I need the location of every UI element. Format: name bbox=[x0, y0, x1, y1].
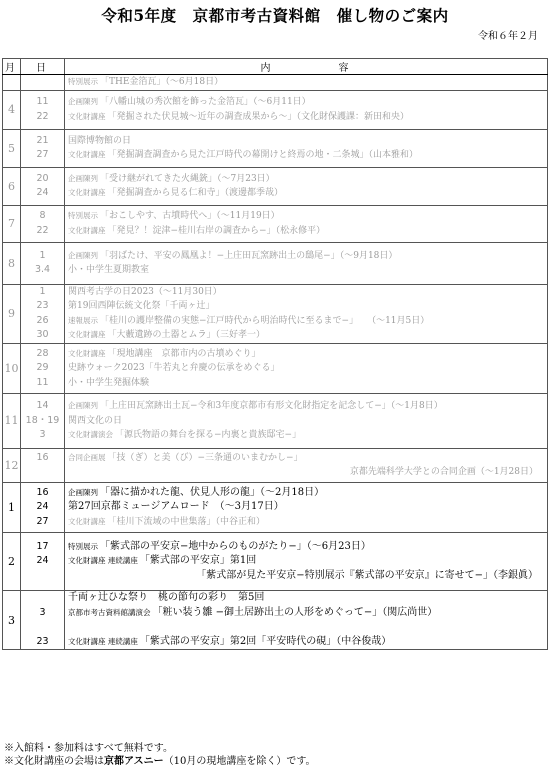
event-line bbox=[68, 209, 544, 224]
event-text: 「大藪遺跡の土器とムラ」（三好孝一） bbox=[107, 330, 266, 341]
table-row bbox=[3, 205, 548, 242]
day-cell bbox=[21, 205, 65, 242]
table-row bbox=[3, 532, 548, 590]
event-category: 文化財講座 bbox=[68, 188, 106, 198]
event-category: 文化財講演会 bbox=[68, 430, 113, 440]
event-day: 26 bbox=[36, 314, 49, 326]
event-text: 「紫式部の平安京−地中からのものがたり−」（～6月23日） bbox=[100, 540, 371, 552]
month-cell: 3 bbox=[3, 590, 21, 649]
event-text: 「紫式部の平安京」第2回「平安時代の硯」（中谷俊哉） bbox=[139, 635, 392, 647]
month-cell bbox=[3, 75, 21, 91]
month-cell: 1 bbox=[3, 482, 21, 532]
month-cell: 5 bbox=[3, 129, 21, 167]
event-text: 小・中学生発掘体験 bbox=[68, 377, 150, 388]
event-day: 22 bbox=[36, 224, 49, 236]
event-day: 17 bbox=[36, 540, 49, 552]
event-line bbox=[68, 224, 544, 239]
table-row bbox=[3, 343, 548, 393]
event-text: 「粧い装う雛 −御土居跡出土の人形をめぐって−」（関広尚世） bbox=[152, 606, 438, 618]
event-day bbox=[21, 75, 64, 90]
event-text: 「八幡山城の秀次館を飾った金箔瓦」（～6月11日） bbox=[100, 97, 311, 107]
event-line bbox=[68, 285, 544, 300]
content-header: 内 容 bbox=[65, 59, 548, 75]
event-text: 国際博物館の日 bbox=[68, 135, 132, 146]
event-category: 速報展示 bbox=[68, 315, 98, 325]
content-cell bbox=[65, 90, 548, 129]
content-cell bbox=[65, 448, 548, 482]
event-line bbox=[68, 620, 544, 635]
event-category: 企画陳列 bbox=[68, 97, 98, 106]
event-category: 企画陳列 bbox=[68, 250, 98, 260]
content-cell bbox=[65, 167, 548, 205]
event-day: 8 bbox=[39, 210, 46, 221]
event-line bbox=[68, 486, 544, 501]
event-line bbox=[68, 95, 544, 110]
table-row bbox=[3, 242, 548, 284]
event-text: 「桂川下流域の中世集落」（中谷正和） bbox=[107, 516, 266, 527]
event-category: 文化財講座 bbox=[68, 111, 106, 121]
table-row bbox=[3, 129, 548, 167]
event-day: 1 bbox=[39, 285, 46, 297]
event-category: 特別展示 bbox=[68, 77, 98, 86]
day-cell bbox=[21, 75, 65, 91]
day-cell bbox=[21, 129, 65, 167]
event-day: 27 bbox=[36, 149, 49, 161]
event-category: 企画陳列 bbox=[68, 487, 98, 497]
content-cell bbox=[65, 532, 548, 590]
event-line bbox=[68, 515, 544, 530]
day-cell bbox=[21, 284, 65, 343]
day-cell bbox=[21, 393, 65, 448]
event-text: 「発掘調査から見る仁和寺」（渡邊都季哉） bbox=[107, 188, 284, 199]
event-category: 文化財講座 bbox=[68, 330, 106, 340]
event-day: 29 bbox=[36, 362, 49, 374]
table-row bbox=[3, 482, 548, 532]
event-day: 1 bbox=[39, 249, 46, 261]
event-line bbox=[68, 172, 544, 187]
month-cell: 4 bbox=[3, 90, 21, 129]
event-category: 特別展示 bbox=[68, 211, 98, 220]
event-day: 16 bbox=[36, 486, 49, 498]
event-day: 18・19 bbox=[25, 414, 60, 426]
event-line bbox=[68, 569, 544, 584]
event-line bbox=[68, 134, 544, 149]
content-cell bbox=[65, 75, 548, 91]
day-header: 日 bbox=[21, 59, 65, 75]
event-text: 「発掘調査調査から見た江戸時代の幕開けと終焉の地・二条城」（山本雅和） bbox=[107, 150, 419, 161]
day-cell bbox=[21, 242, 65, 284]
event-category: 特別展示 bbox=[68, 541, 98, 551]
event-line bbox=[68, 500, 544, 515]
event-day: 3 bbox=[39, 429, 46, 441]
event-text: 小・中学生夏期教室 bbox=[68, 265, 150, 276]
day-cell bbox=[21, 532, 65, 590]
event-category: 京都市考古資料館講演会 bbox=[68, 607, 151, 617]
event-line bbox=[68, 299, 544, 314]
day-cell bbox=[21, 590, 65, 649]
event-category: 企画陳列 bbox=[68, 401, 98, 411]
footnote-venue-before: ※文化財講座の会場は bbox=[4, 756, 104, 767]
event-day: 30 bbox=[36, 329, 49, 341]
content-cell bbox=[65, 343, 548, 393]
event-line bbox=[68, 465, 544, 480]
content-cell bbox=[65, 242, 548, 284]
event-category: 文化財講座 bbox=[68, 516, 106, 526]
content-cell bbox=[65, 129, 548, 167]
table-header bbox=[3, 59, 548, 75]
event-text: 「THE金箔瓦」（～6月18日） bbox=[100, 77, 224, 87]
page-title: 令和5年度 京都市考古資料館 催し物のご案内 bbox=[101, 6, 449, 25]
event-line bbox=[68, 263, 544, 278]
event-line bbox=[68, 540, 544, 555]
content-cell bbox=[65, 393, 548, 448]
event-text: 史跡ウォーク2023「牛若丸と弁慶の伝承をめぐる」 bbox=[68, 363, 280, 374]
month-cell: 12 bbox=[3, 448, 21, 482]
event-line bbox=[68, 328, 544, 343]
event-text: 「上庄田瓦窯跡出土瓦−令和3年度京都市有形文化財指定を記念して−」（～1月8日） bbox=[100, 401, 443, 412]
event-day: 16 bbox=[36, 451, 49, 463]
event-day bbox=[21, 620, 64, 635]
event-category: 合同企画展 bbox=[68, 452, 106, 462]
event-line bbox=[68, 186, 544, 201]
event-text: 関西考古学の日2023（～11月30日） bbox=[68, 286, 222, 297]
event-text: 「技（ぎ）と美（び）−三条通のいまむかし−」 bbox=[107, 452, 303, 463]
day-cell bbox=[21, 343, 65, 393]
month-cell: 7 bbox=[3, 205, 21, 242]
event-day: 11 bbox=[36, 376, 49, 388]
event-day bbox=[21, 465, 64, 480]
month-cell: 11 bbox=[3, 393, 21, 448]
month-header: 月 bbox=[3, 59, 21, 75]
event-day: 20 bbox=[36, 172, 49, 184]
event-day: 14 bbox=[36, 400, 49, 412]
event-line bbox=[68, 635, 544, 650]
event-day bbox=[21, 569, 64, 584]
event-line bbox=[68, 347, 544, 362]
month-cell: 10 bbox=[3, 343, 21, 393]
month-cell: 8 bbox=[3, 242, 21, 284]
table-row bbox=[3, 590, 548, 649]
content-cell bbox=[65, 590, 548, 649]
event-line bbox=[68, 376, 544, 391]
event-text: 「受け継がれてきた火縄銃」（～7月23日） bbox=[100, 173, 275, 184]
event-day: 11 bbox=[36, 96, 49, 107]
footnote-venue bbox=[4, 752, 316, 767]
event-day: 23 bbox=[36, 300, 49, 312]
event-text: 第27回京都ミュージアムロード （～3月17日） bbox=[68, 501, 284, 513]
event-text: 千両ヶ辻ひな祭り 桃の節句の彩り 第5回 bbox=[68, 591, 265, 603]
table-row bbox=[3, 75, 548, 91]
event-text: 第19回西陣伝統文化祭「千両ヶ辻」 bbox=[68, 301, 215, 312]
event-day: 24 bbox=[36, 555, 49, 567]
event-category: 企画陳列 bbox=[68, 173, 98, 183]
event-day: 28 bbox=[36, 347, 49, 359]
event-day bbox=[21, 591, 64, 606]
month-cell: 6 bbox=[3, 167, 21, 205]
month-cell: 9 bbox=[3, 284, 21, 343]
event-category: 文化財講座 連続講座 bbox=[68, 636, 138, 646]
day-cell bbox=[21, 167, 65, 205]
issue-date: 令和６年２月 bbox=[478, 31, 538, 42]
table-row bbox=[3, 90, 548, 129]
event-text: 「紫式部が見た平安京−特別展示『紫式部の平安京』に寄せて−」（李銀眞） bbox=[196, 569, 538, 581]
event-text: 京都先端科学大学との合同企画（～1月28日） bbox=[349, 467, 538, 478]
events-table bbox=[2, 58, 548, 650]
event-day: 23 bbox=[36, 635, 49, 647]
event-text: 「羽ばたけ、平安の鳳凰よ！−上庄田瓦窯跡出土の鴟尾−」（～9月18日） bbox=[100, 250, 398, 261]
day-cell bbox=[21, 448, 65, 482]
event-text: 「紫式部の平安京」第1回 bbox=[139, 555, 257, 567]
event-day: 27 bbox=[36, 515, 49, 527]
event-text: 「器に描かれた龍、伏見人形の龍」（～2月18日） bbox=[100, 486, 325, 498]
event-line bbox=[68, 361, 544, 376]
event-day: 21 bbox=[36, 134, 49, 146]
event-day: 22 bbox=[36, 110, 49, 122]
event-line bbox=[68, 75, 544, 90]
footnote-venue-after: （10月の現地講座を除く）です。 bbox=[163, 756, 316, 767]
event-line bbox=[68, 414, 544, 429]
content-cell bbox=[65, 205, 548, 242]
event-line bbox=[68, 451, 544, 466]
event-text: 「桂川の護岸整備の実態−江戸時代から明治時代に至るまで−」 （～11月5日） bbox=[100, 315, 430, 326]
event-category: 文化財講座 連続講座 bbox=[68, 556, 138, 566]
event-line bbox=[68, 399, 544, 414]
event-line bbox=[68, 110, 544, 125]
venue-name: 京都アスニー bbox=[104, 756, 164, 767]
event-line bbox=[68, 249, 544, 264]
month-cell: 2 bbox=[3, 532, 21, 590]
event-category: 文化財講座 bbox=[68, 348, 106, 358]
event-category: 文化財講座 bbox=[68, 225, 106, 235]
event-line bbox=[68, 428, 544, 443]
event-text: 「おこしやす、古墳時代へ」（～11月19日） bbox=[100, 211, 280, 221]
event-line bbox=[68, 591, 544, 606]
event-text: 「源氏物語の舞台を探る−内裏と貴族邸宅−」 bbox=[115, 430, 302, 441]
event-text: 「発掘された伏見城～近年の調査成果から～」（文化財保護課：新田和央） bbox=[107, 111, 410, 122]
event-text: 「現地講座 京都市内の古墳めぐり」 bbox=[107, 348, 261, 359]
event-line bbox=[68, 314, 544, 329]
event-text: 関西文化の日 bbox=[68, 415, 123, 426]
content-cell bbox=[65, 284, 548, 343]
table-row bbox=[3, 393, 548, 448]
event-line bbox=[68, 606, 544, 621]
table-row bbox=[3, 167, 548, 205]
event-line bbox=[68, 148, 544, 163]
content-cell bbox=[65, 482, 548, 532]
table-row bbox=[3, 284, 548, 343]
footnote-free: ※入館料・参加料はすべて無料です。 bbox=[4, 743, 173, 754]
event-day: 24 bbox=[36, 187, 49, 199]
event-day: 3 bbox=[39, 606, 46, 618]
day-cell bbox=[21, 90, 65, 129]
event-day: 3.4 bbox=[34, 264, 51, 276]
event-category: 文化財講座 bbox=[68, 150, 106, 160]
event-text: 「発見？！淀津−桂川右岸の調査から−」（松永修平） bbox=[107, 225, 326, 236]
event-line bbox=[68, 554, 544, 569]
day-cell bbox=[21, 482, 65, 532]
event-day: 24 bbox=[36, 501, 49, 513]
table-row bbox=[3, 448, 548, 482]
